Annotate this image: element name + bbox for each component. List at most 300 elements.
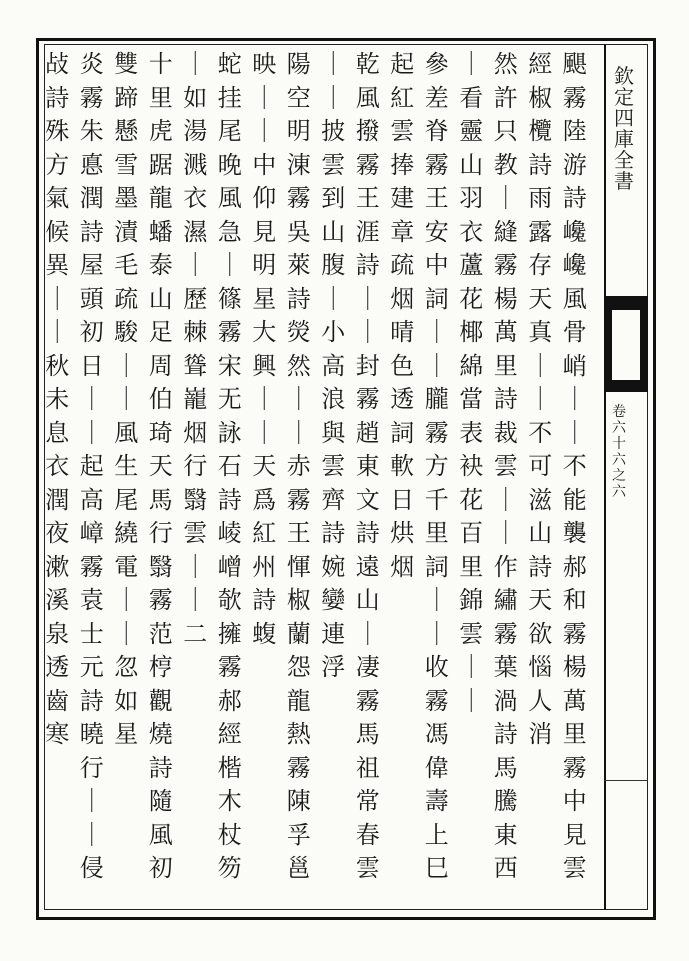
text-char: 木	[217, 787, 242, 815]
text-char: 作	[493, 552, 518, 581]
text-char: 雲	[321, 452, 346, 480]
text-char: ｜	[183, 552, 208, 581]
text-char: 雲	[183, 519, 208, 547]
text-char: 惱	[528, 653, 553, 681]
text-column	[385, 52, 420, 588]
text-char: 和	[562, 586, 587, 614]
text-char: 楷	[217, 753, 242, 782]
text-char: 烟	[390, 284, 415, 313]
text-column	[558, 52, 593, 890]
text-char: 游	[562, 150, 587, 179]
text-char: 行	[79, 753, 104, 782]
text-char: 齊	[321, 485, 346, 514]
text-char: 蘆	[459, 251, 484, 279]
text-char: 晴	[390, 318, 415, 346]
text-char: ｜	[493, 184, 518, 212]
text-char: 風	[148, 820, 173, 849]
text-char: 與	[321, 418, 346, 447]
title-char: 書	[614, 169, 634, 193]
text-char: 蟠	[148, 217, 173, 246]
text-char: 星	[114, 720, 139, 748]
text-column	[109, 52, 144, 756]
text-char: 詩	[528, 150, 553, 179]
text-char: 不	[528, 418, 553, 447]
text-char: 綿	[459, 351, 484, 380]
text-char: ｜	[252, 418, 277, 447]
text-char: 雲	[459, 619, 484, 648]
text-char: 霧	[493, 251, 518, 279]
text-char: 椒	[286, 586, 311, 614]
text-char: 婉	[321, 552, 346, 581]
text-char: 巳	[424, 854, 449, 882]
text-char: 靈	[459, 117, 484, 145]
text-char: ｜	[321, 50, 346, 78]
text-column	[178, 52, 213, 655]
text-char: 羽	[459, 184, 484, 212]
text-char: 山	[148, 284, 173, 313]
text-char: 然	[286, 351, 311, 380]
text-char: 映	[252, 50, 277, 78]
text-char: ｜	[355, 318, 380, 346]
chapter-char: 六	[612, 420, 626, 437]
text-char: 霧	[79, 552, 104, 581]
text-char: 崚	[217, 519, 242, 547]
text-char: 龍	[148, 184, 173, 212]
text-char: ｜	[45, 284, 70, 313]
text-char: 行	[183, 452, 208, 480]
text-char: 霧	[355, 385, 380, 413]
text-char: 萊	[286, 251, 311, 279]
text-char: 袁	[79, 586, 104, 614]
text-char: ｜	[459, 653, 484, 681]
text-char: 天	[528, 284, 553, 313]
text-char: 湯	[183, 117, 208, 145]
text-char: 詞	[424, 284, 449, 313]
text-char: 騰	[493, 787, 518, 815]
text-char: 詩	[355, 519, 380, 547]
text-char: 山	[355, 586, 380, 614]
text-char: 到	[321, 184, 346, 212]
text-char: ｜	[424, 318, 449, 346]
text-char: 萬	[493, 318, 518, 346]
text-char: 雲	[390, 117, 415, 145]
text-char: 高	[321, 351, 346, 380]
text-char: ｜	[79, 787, 104, 815]
text-char: 行	[148, 519, 173, 547]
text-char: 捧	[390, 150, 415, 179]
text-char: 燒	[148, 720, 173, 748]
text-char: 西	[493, 854, 518, 882]
text-char: 擁	[217, 619, 242, 648]
text-char: 颶	[562, 50, 587, 78]
text-column	[316, 52, 351, 689]
text-char: 色	[390, 351, 415, 380]
text-char: 東	[493, 820, 518, 849]
text-char: 教	[493, 150, 518, 179]
text-char: 渦	[493, 686, 518, 715]
text-char: 霧	[355, 686, 380, 715]
text-char: 偉	[424, 753, 449, 782]
text-char: 興	[252, 351, 277, 380]
text-column	[40, 52, 75, 756]
text-char: 詩	[79, 217, 104, 246]
text-char: ｜	[321, 83, 346, 112]
text-char: 里	[148, 83, 173, 112]
text-char: ｜	[114, 619, 139, 648]
text-char: ｜	[562, 418, 587, 447]
text-char: 然	[493, 50, 518, 78]
text-char: 襲	[562, 519, 587, 547]
text-char: 百	[459, 519, 484, 547]
text-char: 梈	[148, 653, 173, 681]
text-char: ｜	[424, 351, 449, 380]
text-char: ｜	[355, 619, 380, 648]
text-char: 明	[286, 117, 311, 145]
chapter-char: 十	[612, 436, 626, 453]
text-char: 雨	[528, 184, 553, 212]
text-char: 天	[252, 452, 277, 480]
text-char: ｜	[79, 820, 104, 849]
text-char: 存	[528, 251, 553, 279]
text-char: 郝	[217, 686, 242, 715]
text-char: ｜	[79, 418, 104, 447]
text-char: 潤	[79, 184, 104, 212]
text-char: 霧	[562, 83, 587, 112]
chapter-char: 卷	[612, 404, 626, 420]
text-char: 疏	[390, 251, 415, 279]
text-char: 霧	[562, 619, 587, 648]
text-char: ｜	[424, 586, 449, 614]
text-char: 里	[424, 519, 449, 547]
text-char: 天	[528, 586, 553, 614]
text-char: 周	[148, 351, 173, 380]
text-char: 霧	[286, 753, 311, 782]
fishtail-mark-inner	[612, 310, 640, 380]
text-char: 霧	[217, 653, 242, 681]
text-char: 蛇	[217, 50, 242, 78]
text-char: 毛	[114, 251, 139, 279]
text-char: 炎	[79, 50, 104, 78]
text-char: 詩	[79, 686, 104, 715]
text-char: 漬	[114, 217, 139, 246]
text-char: 天	[148, 452, 173, 480]
text-char: 州	[252, 552, 277, 581]
text-char: 霧	[148, 586, 173, 614]
text-char: 山	[321, 217, 346, 246]
text-char: 詩	[493, 720, 518, 748]
text-char: ｜	[79, 385, 104, 413]
text-char: 笏	[217, 854, 242, 882]
text-char: 候	[45, 217, 70, 246]
text-char: 衣	[45, 452, 70, 480]
text-column	[144, 52, 179, 890]
text-char: 里	[493, 351, 518, 380]
text-char: 中	[424, 251, 449, 279]
text-char: ｜	[493, 485, 518, 514]
text-char: ｜	[183, 50, 208, 78]
book-title	[614, 66, 634, 192]
text-char: 透	[45, 653, 70, 681]
text-char: 息	[45, 418, 70, 447]
text-char: 繞	[114, 519, 139, 547]
text-char: 馬	[355, 720, 380, 748]
text-char: 參	[424, 50, 449, 78]
text-char: 吳	[286, 217, 311, 246]
text-char: 烟	[183, 418, 208, 447]
text-char: 生	[114, 452, 139, 480]
text-char: 透	[390, 385, 415, 413]
text-char: 巃	[183, 385, 208, 413]
text-char: ｜	[355, 284, 380, 313]
text-char: 見	[252, 217, 277, 246]
text-char: 頭	[79, 284, 104, 313]
text-char: 錦	[459, 586, 484, 614]
text-char: 披	[321, 117, 346, 145]
text-char: 霧	[424, 150, 449, 179]
text-column	[489, 52, 524, 890]
text-char: 熱	[286, 720, 311, 748]
text-char: 宋	[217, 351, 242, 380]
text-char: 真	[528, 318, 553, 346]
text-char: 收	[424, 653, 449, 681]
text-char: 挂	[217, 83, 242, 112]
text-char: ｜	[562, 385, 587, 413]
text-column	[75, 52, 110, 890]
text-char: 詩	[252, 586, 277, 614]
title-char: 四	[614, 106, 634, 130]
text-char: 高	[79, 485, 104, 514]
text-char: 敁	[45, 50, 70, 78]
text-char: 伯	[148, 385, 173, 413]
text-char: 文	[355, 485, 380, 514]
text-char: 骨	[562, 318, 587, 346]
text-char: 熒	[286, 318, 311, 346]
text-char: 欲	[528, 619, 553, 648]
text-char: 雲	[562, 854, 587, 882]
text-char: 巉	[562, 217, 587, 246]
text-char: 方	[424, 452, 449, 480]
text-char: 如	[183, 83, 208, 112]
text-column	[247, 52, 282, 655]
text-char: 詩	[493, 385, 518, 413]
text-char: 霧	[424, 418, 449, 447]
text-char: 袂	[459, 452, 484, 480]
text-char: 蝮	[252, 619, 277, 648]
text-char: 漱	[45, 552, 70, 581]
text-char: 踞	[148, 150, 173, 179]
text-char: 露	[528, 217, 553, 246]
text-char: 椒	[528, 83, 553, 112]
text-char: 邕	[286, 854, 311, 882]
text-column	[523, 52, 558, 756]
text-char: 表	[459, 418, 484, 447]
text-char: 許	[493, 83, 518, 112]
text-char: 懸	[114, 117, 139, 145]
text-char: 中	[562, 787, 587, 815]
text-char: 大	[252, 318, 277, 346]
text-char: 山	[528, 519, 553, 547]
text-char: 泰	[148, 251, 173, 279]
text-char: 連	[321, 619, 346, 648]
text-char: 蹄	[114, 83, 139, 112]
text-char: 人	[528, 686, 553, 715]
text-char: 悳	[79, 150, 104, 179]
text-char: 初	[148, 854, 173, 882]
text-char: 疏	[114, 284, 139, 313]
text-column	[351, 52, 386, 890]
text-char: ｜	[114, 586, 139, 614]
text-char: 縫	[493, 217, 518, 246]
text-char: 霧	[286, 184, 311, 212]
text-char: 風	[114, 418, 139, 447]
text-char: ｜	[459, 686, 484, 715]
text-char: 差	[424, 83, 449, 112]
text-char: 蘭	[286, 619, 311, 648]
text-char: 詩	[45, 83, 70, 112]
text-char: 能	[562, 485, 587, 514]
text-char: 霧	[562, 753, 587, 782]
title-char: 全	[614, 148, 634, 172]
text-char: 墨	[114, 184, 139, 212]
text-char: ｜	[528, 351, 553, 380]
chapter-char: 之	[612, 468, 626, 485]
text-char: 雲	[321, 150, 346, 179]
text-char: 椰	[459, 318, 484, 346]
text-column	[454, 52, 489, 722]
text-char: 詠	[217, 418, 242, 447]
text-char: 馬	[148, 485, 173, 514]
text-char: 未	[45, 385, 70, 413]
text-char: 嶂	[79, 519, 104, 547]
text-char: ｜	[252, 385, 277, 413]
text-char: 撥	[355, 117, 380, 145]
text-char: 葉	[493, 653, 518, 681]
text-char: 涷	[286, 150, 311, 179]
text-char: 侵	[79, 854, 104, 882]
text-char: 里	[562, 720, 587, 748]
text-char: 陳	[286, 787, 311, 815]
text-char: 虎	[148, 117, 173, 145]
text-char: 朧	[424, 385, 449, 413]
text-char: 日	[79, 351, 104, 380]
text-char: 雲	[355, 854, 380, 882]
text-char: 風	[355, 83, 380, 112]
text-char: 歷	[183, 284, 208, 313]
text-char: 滋	[528, 485, 553, 514]
text-char: 不	[562, 452, 587, 480]
text-char: 小	[321, 318, 346, 346]
chapter-char: 六	[612, 452, 626, 469]
text-char: ｜	[286, 385, 311, 413]
text-char: 峭	[562, 351, 587, 380]
text-char: 衣	[183, 184, 208, 212]
text-char: 上	[424, 820, 449, 849]
text-char: 王	[424, 184, 449, 212]
text-char: 齒	[45, 686, 70, 715]
text-char: 紅	[252, 519, 277, 547]
text-char: 中	[252, 150, 277, 179]
text-char: 觀	[148, 686, 173, 715]
text-char: 士	[79, 619, 104, 648]
text-char: 濕	[183, 217, 208, 246]
text-char: 春	[355, 820, 380, 849]
text-char: 詩	[528, 552, 553, 581]
text-char: 秋	[45, 351, 70, 380]
text-char: 怨	[286, 653, 311, 681]
text-char: 起	[79, 452, 104, 480]
text-column	[282, 52, 317, 890]
text-char: 經	[528, 50, 553, 78]
text-char: 初	[79, 318, 104, 346]
text-char: 氣	[45, 184, 70, 212]
text-char: 建	[390, 184, 415, 212]
text-char: 腹	[321, 251, 346, 279]
text-char: 霧	[79, 83, 104, 112]
text-char: 風	[562, 284, 587, 313]
text-char: 欹	[217, 586, 242, 614]
text-column	[420, 52, 455, 890]
text-char: 當	[459, 385, 484, 413]
text-char: ｜	[424, 619, 449, 648]
text-char: 浪	[321, 385, 346, 413]
text-char: 元	[79, 653, 104, 681]
text-column	[213, 52, 248, 890]
text-char: 繡	[493, 586, 518, 614]
text-char: 翳	[148, 552, 173, 581]
text-char: 雪	[114, 150, 139, 179]
text-char: 東	[355, 452, 380, 480]
text-char: 朱	[79, 117, 104, 145]
text-char: 日	[390, 485, 415, 514]
text-char: 消	[528, 720, 553, 748]
text-char: 急	[217, 217, 242, 246]
text-char: 楊	[493, 284, 518, 313]
text-char: 常	[355, 787, 380, 815]
text-char: 裁	[493, 418, 518, 447]
text-char: 爲	[252, 485, 277, 514]
text-char: 如	[114, 686, 139, 715]
text-char: 范	[148, 619, 173, 648]
text-char: 孚	[286, 820, 311, 849]
text-char: 霧	[286, 485, 311, 514]
text-char: 詩	[321, 519, 346, 547]
text-char: 山	[459, 150, 484, 179]
text-char: 趙	[355, 418, 380, 447]
text-char: 衣	[459, 217, 484, 246]
text-char: 電	[114, 552, 139, 581]
text-char: 翳	[183, 485, 208, 514]
text-char: 詩	[286, 284, 311, 313]
text-char: ｜	[252, 83, 277, 112]
text-char: 花	[459, 284, 484, 313]
text-char: 可	[528, 452, 553, 480]
text-char: 空	[286, 83, 311, 112]
text-char: 夜	[45, 519, 70, 547]
text-char: 二	[183, 619, 208, 648]
text-char: 篠	[217, 284, 242, 313]
text-char: 寒	[45, 720, 70, 748]
text-char: ｜	[252, 117, 277, 145]
text-char: 明	[252, 251, 277, 279]
text-char: ｜	[493, 519, 518, 547]
text-char: 起	[390, 50, 415, 78]
text-char: 泉	[45, 619, 70, 648]
text-char: 異	[45, 251, 70, 279]
text-char: 王	[355, 184, 380, 212]
text-char: 孌	[321, 586, 346, 614]
text-char: 乾	[355, 50, 380, 78]
text-char: 杖	[217, 820, 242, 849]
